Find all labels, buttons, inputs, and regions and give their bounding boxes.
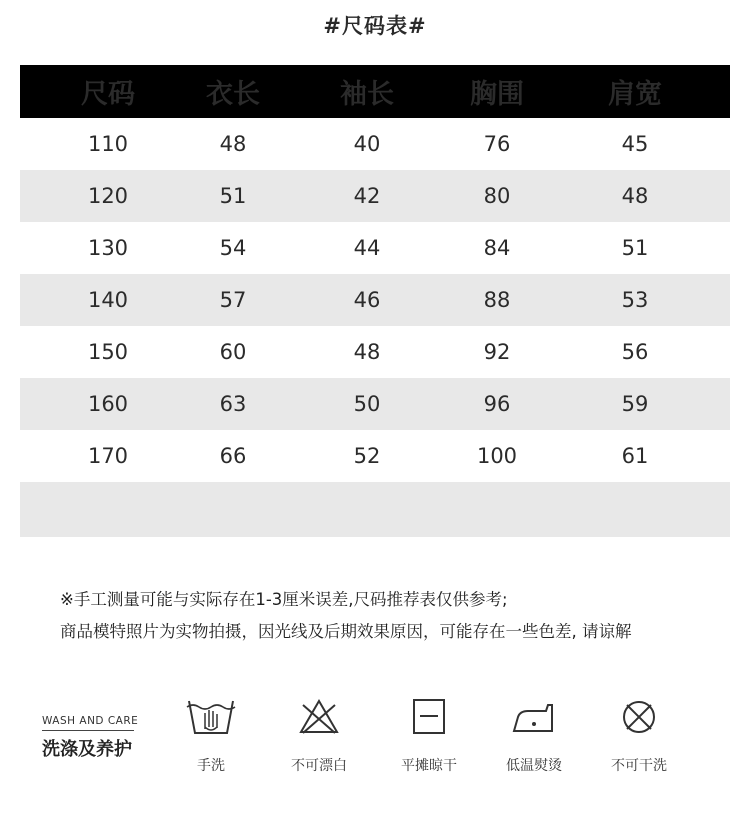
iron-low-icon: [506, 697, 562, 737]
cell-shoulder: 45: [621, 132, 649, 156]
size-table: [20, 65, 730, 537]
care-label: 平摊晾干: [401, 758, 457, 774]
cell-size: 120: [87, 184, 129, 208]
care-heading-cn: 洗涤及养护: [42, 739, 132, 760]
table-row: [20, 430, 730, 482]
cell-chest: 88: [483, 288, 511, 312]
table-row: [20, 274, 730, 326]
cell-length: 66: [219, 444, 247, 468]
header-shoulder: 肩宽: [608, 79, 662, 110]
cell-length: 60: [219, 340, 247, 364]
cell-length: 54: [219, 236, 247, 260]
cell-chest: 76: [483, 132, 511, 156]
cell-shoulder: 48: [621, 184, 649, 208]
cell-chest: 100: [476, 444, 518, 468]
table-header: [20, 65, 730, 118]
table-row: [20, 326, 730, 378]
cell-size: 170: [87, 444, 129, 468]
cell-sleeve: 50: [353, 392, 381, 416]
measurement-note: ※手工测量可能与实际存在1-3厘米误差,尺码推荐表仅供参考;: [60, 590, 508, 609]
cell-shoulder: 61: [621, 444, 649, 468]
care-label: 不可干洗: [611, 758, 667, 774]
table-row: [20, 170, 730, 222]
cell-shoulder: 51: [621, 236, 649, 260]
color-note: 商品模特照片为实物拍摄，因光线及后期效果原因，可能存在一些色差, 请谅解: [60, 622, 632, 641]
cell-size: 110: [87, 132, 129, 156]
cell-shoulder: 59: [621, 392, 649, 416]
cell-length: 51: [219, 184, 247, 208]
care-label: 低温熨烫: [506, 758, 562, 774]
no-bleach-icon: [291, 697, 347, 737]
cell-length: 63: [219, 392, 247, 416]
care-label: 手洗: [197, 758, 225, 774]
header-length: 衣长: [206, 79, 260, 110]
no-dry-clean-icon: [611, 697, 667, 737]
care-item-iron-low: [489, 697, 579, 775]
dry-flat-icon: [401, 697, 457, 737]
table-row-empty: [20, 482, 730, 537]
cell-size: 150: [87, 340, 129, 364]
cell-sleeve: 52: [353, 444, 381, 468]
hand-wash-icon: [183, 697, 239, 737]
cell-length: 48: [219, 132, 247, 156]
cell-size: 140: [87, 288, 129, 312]
care-divider: [42, 730, 134, 731]
cell-length: 57: [219, 288, 247, 312]
cell-size: 160: [87, 392, 129, 416]
table-row: [20, 222, 730, 274]
care-item-no-bleach: [274, 697, 364, 775]
page-title: #尺码表#: [323, 14, 427, 38]
cell-sleeve: 40: [353, 132, 381, 156]
care-item-dry-flat: [384, 697, 474, 775]
care-item-no-dry-clean: [594, 697, 684, 775]
cell-chest: 92: [483, 340, 511, 364]
cell-chest: 84: [483, 236, 511, 260]
header-size: 尺码: [81, 79, 135, 110]
cell-sleeve: 48: [353, 340, 381, 364]
table-row: [20, 118, 730, 170]
cell-shoulder: 56: [621, 340, 649, 364]
cell-chest: 80: [483, 184, 511, 208]
cell-shoulder: 53: [621, 288, 649, 312]
cell-sleeve: 42: [353, 184, 381, 208]
header-chest: 胸围: [470, 79, 524, 110]
cell-size: 130: [87, 236, 129, 260]
care-label: 不可漂白: [291, 758, 347, 774]
care-heading: [42, 715, 138, 761]
header-sleeve: 袖长: [340, 79, 394, 110]
care-heading-en: WASH AND CARE: [42, 715, 139, 727]
cell-chest: 96: [483, 392, 511, 416]
cell-sleeve: 44: [353, 236, 381, 260]
table-row: [20, 378, 730, 430]
care-item-hand-wash: [166, 697, 256, 775]
cell-sleeve: 46: [353, 288, 381, 312]
